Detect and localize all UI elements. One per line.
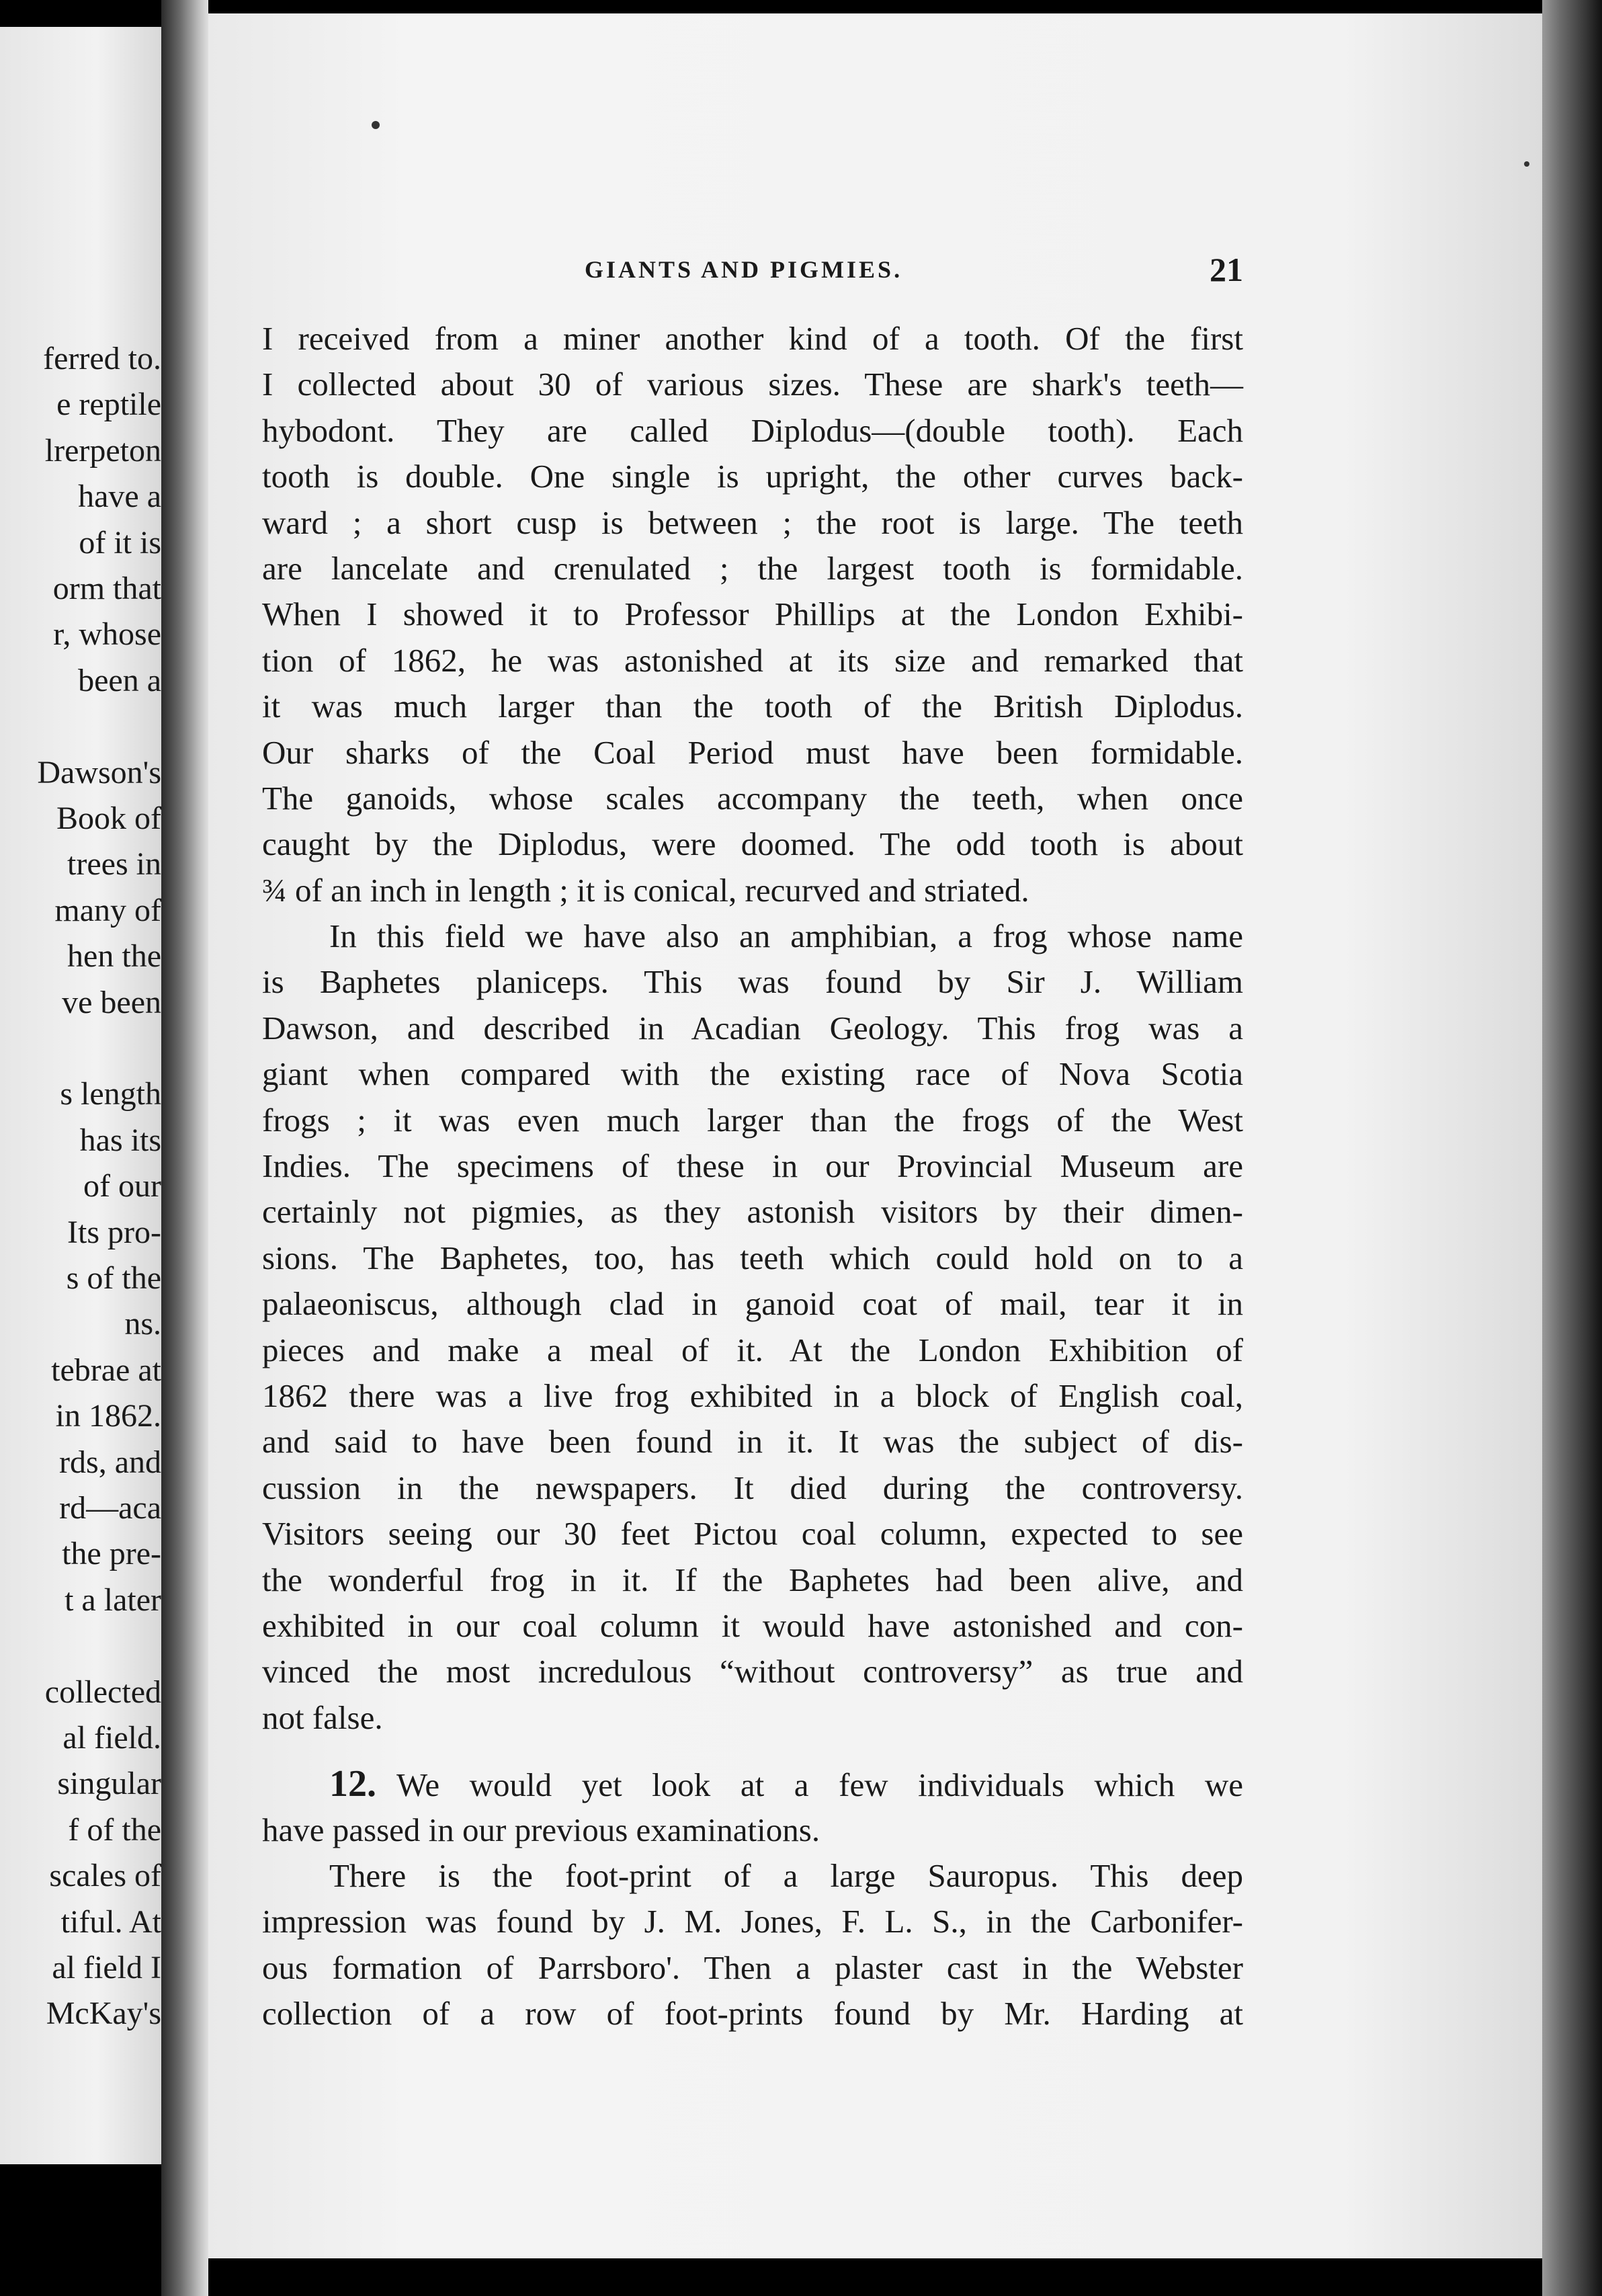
facing-page-line: in 1862.	[55, 1398, 161, 1434]
text-line: The ganoids, whose scales accompany the teeth, when once	[262, 779, 1243, 817]
facing-page-line: of it is	[79, 524, 161, 561]
text-line: ous formation of Parrsboro'. Then a plaster cast in the Webster	[262, 1949, 1243, 1986]
text-line: the wonderful frog in it. If the Baphetes had been alive, and	[262, 1561, 1243, 1598]
facing-page-line: lrerpeton	[44, 432, 161, 468]
facing-page-line: ve been	[62, 984, 161, 1020]
ink-speck	[372, 121, 380, 129]
facing-page-line: Its pro-	[67, 1214, 161, 1250]
facing-page-line: been a	[78, 662, 161, 698]
text-line: I collected about 30 of various sizes. These are shark's teeth—	[262, 366, 1243, 403]
text-line: Our sharks of the Coal Period must have been formidable.	[262, 733, 1243, 771]
facing-page-line: trees in	[67, 846, 161, 883]
page-edge	[1542, 0, 1602, 2296]
ink-speck	[1524, 161, 1529, 167]
text-line: exhibited in our coal column it would have astonished and con-	[262, 1606, 1243, 1644]
body-text	[262, 316, 1243, 2037]
paragraph	[262, 913, 1243, 1741]
facing-page-line: s of the	[66, 1260, 161, 1296]
section-number: 12.	[329, 1763, 376, 1805]
facing-page-line: rd—aca	[59, 1490, 161, 1526]
facing-page-line: ns.	[124, 1306, 161, 1342]
facing-page-line: hen the	[67, 938, 161, 975]
facing-page-line: tiful. At	[60, 1903, 161, 1940]
facing-page-line: have a	[78, 479, 161, 515]
facing-page-line: al field I	[52, 1950, 161, 1985]
facing-page-line: singular	[57, 1766, 161, 1802]
facing-page-line: collected	[44, 1674, 161, 1710]
text-line: is Baphetes planiceps. This was found by Sir J. William	[262, 963, 1243, 1001]
text-line: frogs ; it was even much larger than the frogs of the West	[262, 1101, 1243, 1139]
text-line-content: We would yet look at a few individuals which we	[396, 1766, 1243, 1804]
facing-page-line: has its	[79, 1122, 161, 1158]
facing-page-line: ferred to.	[43, 341, 161, 376]
text-line: collection of a row of foot-prints found by Mr. Harding at	[262, 1995, 1243, 2033]
running-head: GIANTS AND PIGMIES.	[585, 256, 903, 283]
facing-page-line: tebrae at	[51, 1352, 161, 1388]
facing-page-line: many of	[54, 892, 161, 928]
paragraph-section-12	[262, 1761, 1243, 1853]
facing-page-line: r, whose	[53, 616, 161, 653]
text-line: not false.	[262, 1698, 383, 1736]
page-header	[336, 250, 1243, 297]
text-line: and said to have been found in it. It was the subject of dis-	[262, 1423, 1243, 1461]
text-line: pieces and make a meal of it. At the London Exhibition of	[262, 1331, 1243, 1368]
text-line: In this field we have also an amphibian, a frog whose name	[329, 917, 1243, 955]
text-line: 1862 there was a live frog exhibited in a block of English coal,	[262, 1377, 1243, 1414]
text-line: caught by the Diplodus, were doomed. The odd tooth is about	[262, 825, 1243, 863]
text-line: giant when compared with the existing race of Nova Scotia	[262, 1055, 1243, 1093]
facing-page-line: the pre-	[62, 1536, 161, 1572]
text-line: impression was found by J. M. Jones, F. L. S., in the Carbonifer-	[262, 1903, 1243, 1940]
paragraph	[262, 316, 1243, 913]
facing-page-line: orm that	[52, 571, 161, 606]
text-line: sions. The Baphetes, too, has teeth which could hold on to a	[262, 1239, 1243, 1276]
facing-page-left	[0, 27, 161, 2164]
text-line: ¾ of an inch in length ; it is conical, recurved and striated.	[262, 871, 1029, 909]
facing-page-line: f of the	[68, 1811, 161, 1848]
facing-page-line: al field.	[62, 1720, 161, 1756]
facing-page-line: e reptile	[56, 386, 161, 423]
facing-page-line: Dawson's	[37, 754, 161, 790]
text-line: Indies. The specimens of these in our Provincial Museum are	[262, 1147, 1243, 1185]
text-line: vinced the most incredulous “without controversy” as true and	[262, 1653, 1243, 1690]
paragraph	[262, 1853, 1243, 2037]
text-line: hybodont. They are called Diplodus—(double tooth). Each	[262, 411, 1243, 449]
text-line: There is the foot-print of a large Sauropus. This deep	[329, 1856, 1243, 1894]
text-line: it was much larger than the tooth of the British Diplodus.	[262, 688, 1243, 725]
facing-page-line: rds, and	[59, 1444, 161, 1480]
text-line	[262, 1761, 1243, 1807]
facing-page-line: Book of	[56, 801, 161, 836]
text-line: cussion in the newspapers. It died during the controversy.	[262, 1469, 1243, 1506]
facing-page-line: of our	[83, 1168, 161, 1204]
facing-page-line: t a later	[65, 1582, 161, 1618]
book-gutter	[161, 0, 208, 2296]
facing-page-line: scales of	[49, 1858, 161, 1894]
text-line: I received from a miner another kind of a tooth. Of the first	[262, 320, 1243, 357]
text-line: ward ; a short cusp is between ; the root is large. The teeth	[262, 503, 1243, 541]
text-line: When I showed it to Professor Phillips at the London Exhibi-	[262, 596, 1243, 633]
text-line: tooth is double. One single is upright, the other curves back-	[262, 458, 1243, 495]
text-line: are lancelate and crenulated ; the largest tooth is formidable.	[262, 549, 1243, 587]
text-line: palaeoniscus, although clad in ganoid coat of mail, tear it in	[262, 1285, 1243, 1323]
text-line: have passed in our previous examinations.	[262, 1811, 820, 1848]
text-line: Dawson, and described in Acadian Geology. This frog was a	[262, 1009, 1243, 1047]
facing-page-line: s length	[60, 1076, 161, 1112]
text-line: certainly not pigmies, as they astonish visitors by their dimen-	[262, 1193, 1243, 1231]
facing-page-line: McKay's	[46, 1996, 161, 2032]
text-line: tion of 1862, he was astonished at its size and remarked that	[262, 641, 1243, 679]
page-number: 21	[1210, 251, 1243, 288]
text-line: Visitors seeing our 30 feet Pictou coal column, expected to see	[262, 1515, 1243, 1553]
